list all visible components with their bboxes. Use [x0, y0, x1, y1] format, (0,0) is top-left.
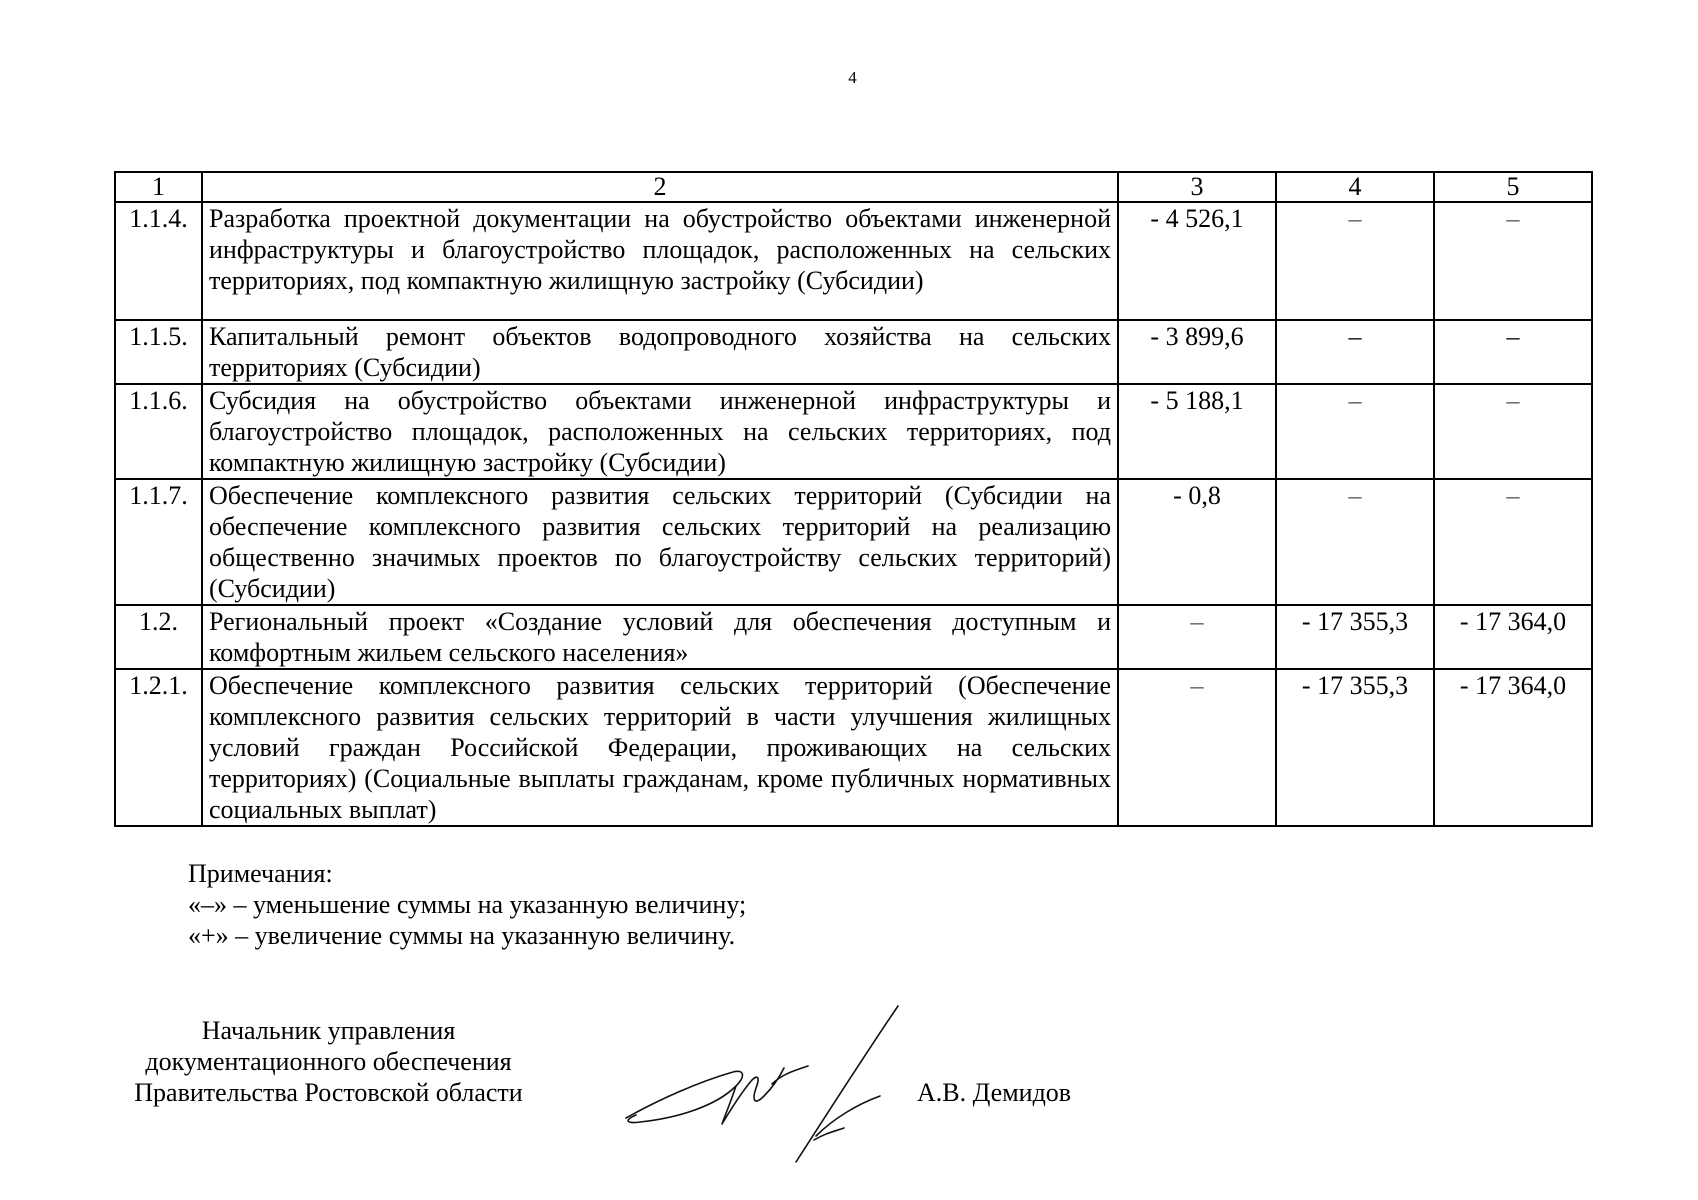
table-row	[115, 320, 1592, 384]
table-row	[115, 384, 1592, 479]
notes-line-minus: «–» – уменьшение суммы на указанную величину;	[188, 890, 747, 919]
row-value-col5: –	[1434, 384, 1592, 479]
row-number: 1.1.6.	[115, 384, 202, 479]
table-row	[115, 669, 1592, 826]
row-value-col4: –	[1276, 384, 1434, 479]
row-value-col4: - 17 355,3	[1276, 605, 1434, 669]
row-value-col5: –	[1434, 479, 1592, 605]
row-description: Разработка проектной документации на обустройство объектами инженерной инфраструктуры и благоустройство площадок, расположенных на сельских территориях, под компактную жилищную застройку (Субсидии)	[202, 202, 1118, 320]
notes-title: Примечания:	[188, 859, 333, 888]
header-cell-1: 1	[115, 172, 202, 202]
notes-line-plus: «+» – увеличение суммы на указанную величину.	[188, 921, 736, 950]
position-line: документационного обеспечения	[145, 1047, 512, 1076]
row-value-col4: - 17 355,3	[1276, 669, 1434, 826]
row-value-col3: –	[1118, 605, 1276, 669]
row-number: 1.2.	[115, 605, 202, 669]
row-value-col3: - 5 188,1	[1118, 384, 1276, 479]
row-number: 1.1.7.	[115, 479, 202, 605]
row-description: Обеспечение комплексного развития сельских территорий (Обеспечение комплексного развития сельских территорий в части улучшения жилищных условий граждан Российской Федерации, проживающих на сельских территориях) (Социальные выплаты гражданам, кроме публичных нормативных социальных выплат)	[202, 669, 1118, 826]
position-line: Правительства Ростовской области	[134, 1078, 523, 1107]
table-row	[115, 202, 1592, 320]
row-description: Региональный проект «Создание условий для обеспечения доступным и комфортным жильем сельского населения»	[202, 605, 1118, 669]
row-number: 1.2.1.	[115, 669, 202, 826]
notes-section	[188, 858, 746, 951]
row-description: Капитальный ремонт объектов водопроводного хозяйства на сельских территориях (Субсидии)	[202, 320, 1118, 384]
row-value-col5: - 17 364,0	[1434, 605, 1592, 669]
row-value-col4: –	[1276, 479, 1434, 605]
row-value-col3: - 0,8	[1118, 479, 1276, 605]
header-cell-5: 5	[1434, 172, 1592, 202]
row-description: Обеспечение комплексного развития сельских территорий (Субсидии на обеспечение комплексного развития сельских территорий на реализацию общественно значимых проектов по благоустройству сельских территорий) (Субсидии)	[202, 479, 1118, 605]
page-number: 4	[848, 68, 857, 87]
row-value-col3: - 4 526,1	[1118, 202, 1276, 320]
signer-name: А.В. Демидов	[917, 1078, 1072, 1107]
header-cell-4: 4	[1276, 172, 1434, 202]
header-cell-3: 3	[1118, 172, 1276, 202]
row-value-col4: –	[1276, 202, 1434, 320]
row-number: 1.1.5.	[115, 320, 202, 384]
row-value-col5: - 17 364,0	[1434, 669, 1592, 826]
row-value-col5: –	[1434, 320, 1592, 384]
table-header-row	[115, 172, 1592, 202]
handwritten-signature-icon	[618, 1000, 908, 1165]
row-number: 1.1.4.	[115, 202, 202, 320]
table-row	[115, 605, 1592, 669]
signatory-position	[112, 1015, 545, 1108]
row-value-col3: –	[1118, 669, 1276, 826]
table-row	[115, 479, 1592, 605]
row-value-col5: –	[1434, 202, 1592, 320]
position-line: Начальник управления	[201, 1016, 456, 1045]
row-value-col4: –	[1276, 320, 1434, 384]
budget-table	[114, 171, 1593, 827]
row-value-col3: - 3 899,6	[1118, 320, 1276, 384]
header-cell-2: 2	[202, 172, 1118, 202]
row-description: Субсидия на обустройство объектами инженерной инфраструктуры и благоустройство площадок, расположенных на сельских территориях, под компактную жилищную застройку (Субсидии)	[202, 384, 1118, 479]
